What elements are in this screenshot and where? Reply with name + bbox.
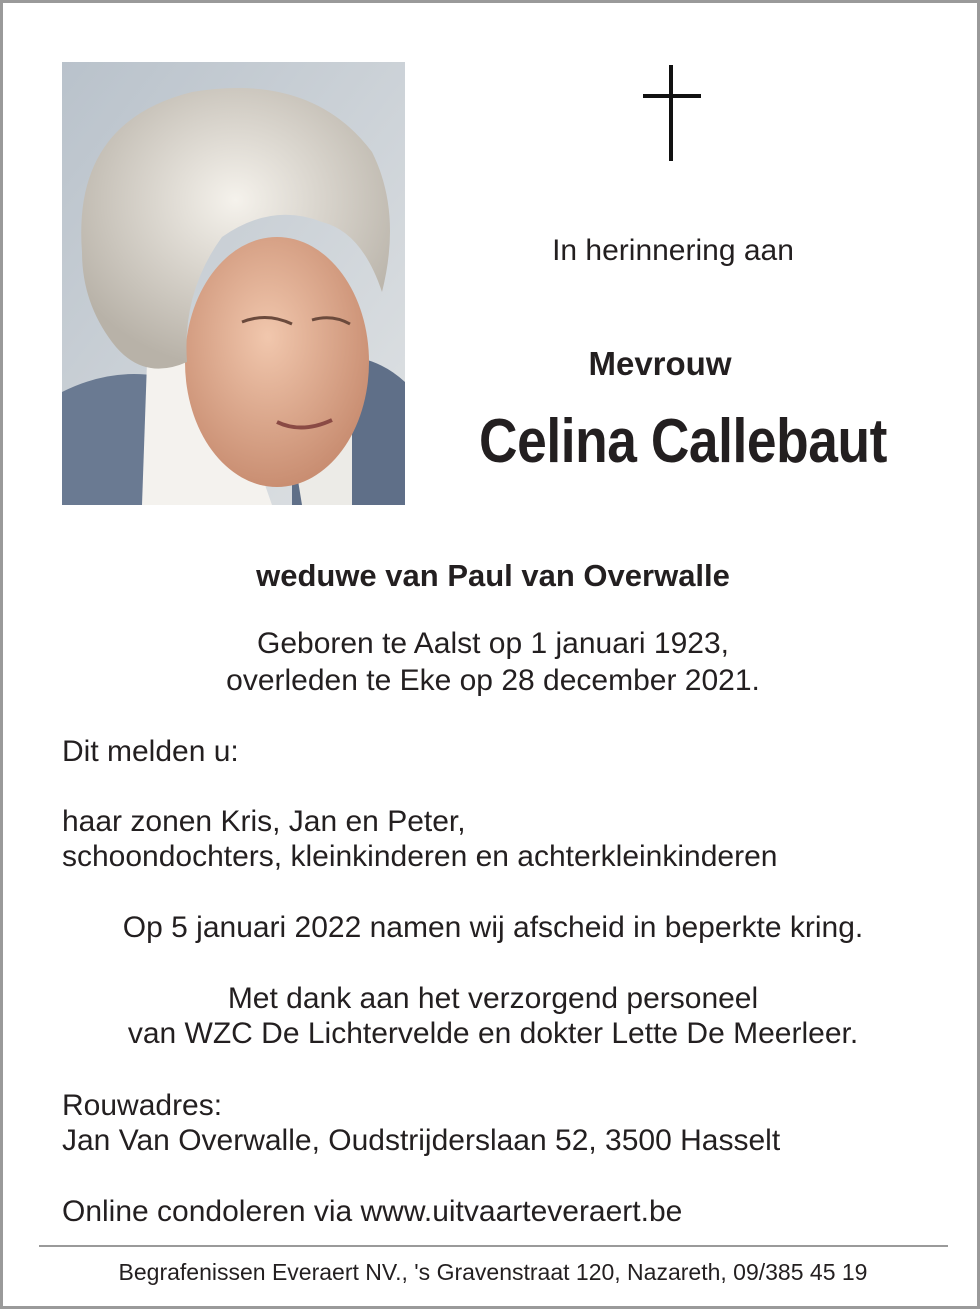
- family-line-2: schoondochters, kleinkinderen en achterkleinkinderen: [62, 840, 778, 873]
- widow-line: weduwe van Paul van Overwalle: [256, 558, 730, 593]
- farewell-text: Op 5 januari 2022 namen wij afscheid in beperkte kring.: [122, 911, 864, 944]
- online-condolence: Online condoleren via www.uitvaarteveraert.be: [62, 1195, 683, 1228]
- salutation: Mevrouw: [588, 345, 732, 382]
- address-label: Rouwadres:: [62, 1089, 223, 1122]
- intro-text: In herinnering aan: [552, 234, 794, 267]
- thanks-line-2: van WZC De Lichtervelde en dokter Lette De Meerleer.: [127, 1017, 859, 1050]
- portrait-photo: [62, 62, 405, 505]
- birth-line: Geboren te Aalst op 1 januari 1923,: [256, 627, 729, 660]
- mourning-address: Jan Van Overwalle, Oudstrijderslaan 52, 3500 Hasselt: [62, 1124, 781, 1157]
- family-line-1: haar zonen Kris, Jan en Peter,: [62, 805, 466, 838]
- footer-divider: [39, 1245, 948, 1247]
- funeral-home-footer: Begrafenissen Everaert NV., 's Gravenstraat 120, Nazareth, 09/385 45 19: [118, 1259, 868, 1285]
- announce-text: Dit melden u:: [62, 735, 239, 768]
- cross-icon: [643, 65, 701, 161]
- death-line: overleden te Eke op 28 december 2021.: [226, 664, 760, 697]
- thanks-line-1: Met dank aan het verzorgend personeel: [227, 982, 759, 1015]
- deceased-name: Celina Callebaut: [479, 407, 887, 476]
